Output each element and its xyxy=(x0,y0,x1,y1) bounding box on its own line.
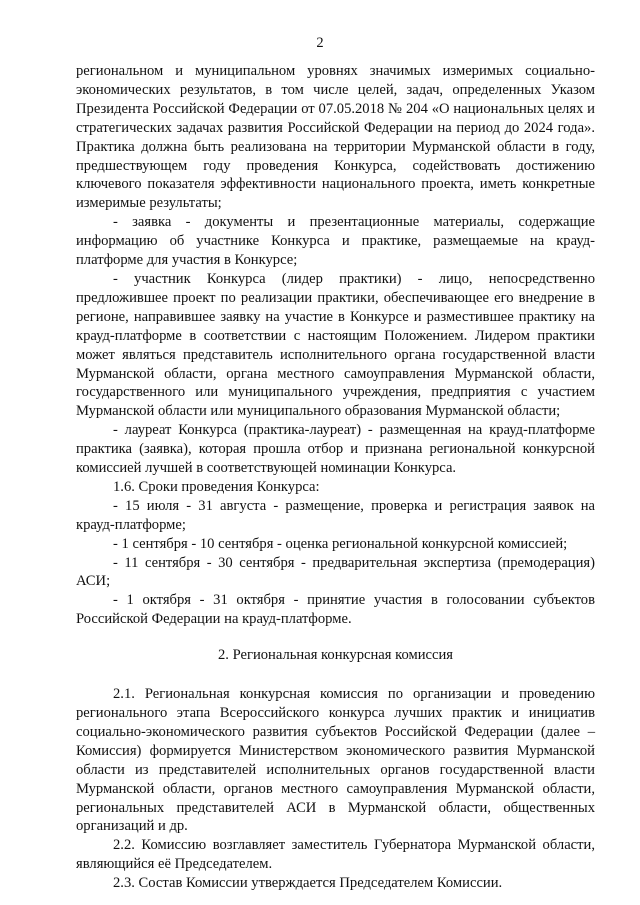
page-number: 2 xyxy=(316,35,324,51)
paragraph-timeline-heading: 1.6. Сроки проведения Конкурса: xyxy=(113,478,320,495)
paragraph-definition-application: - заявка - документы и презентационные материалы, содержащие информацию об участнике Конкурса и практике, размещаемые на крауд-платформе для участия в Конкурсе; xyxy=(76,214,595,269)
section-heading: 2. Региональная конкурсная комиссия xyxy=(217,647,454,664)
paragraph-commission-formation: 2.1. Региональная конкурсная комиссия по организации и проведению регионального этапа Всероссийского конкурса лучших практик и инициатив социально-экономического развития субъектов Российской Федерации (далее – Комиссия) формируется Министерством экономического развития Мурманской области из представителей исполнительных органов государственной власти Мурманской области, органов местного самоуправления Мурманской области, региональных представителей АСИ в Мурманской области, общественных организаций и др. xyxy=(76,686,595,835)
paragraph-timeline-item: - 1 октября - 31 октября - принятие участия в голосовании субъектов Российской Федерации на крауд-платформе. xyxy=(76,592,595,628)
paragraph-commission-chair: 2.2. Комиссию возглавляет заместитель Губернатора Мурманской области, являющийся её Председателем. xyxy=(76,837,595,873)
paragraph-timeline-item: - 1 сентября - 10 сентября - оценка региональной конкурсной комиссией; xyxy=(113,535,568,552)
paragraph-timeline-item: - 11 сентября - 30 сентября - предварительная экспертиза (премодерация) АСИ; xyxy=(76,554,595,590)
paragraph-timeline-item: - 15 июля - 31 августа - размещение, проверка и регистрация заявок на крауд-платформе; xyxy=(76,497,595,533)
paragraph-practice-definition-continued: региональном и муниципальном уровнях значимых измеримых социально-экономических результатов, в том числе целей, задач, определенных Указом Президента Российской Федерации от 07.05.2018 № 204 «О национальных целях и стратегических задачах развития Российской Федерации на период до 2024 года». Практика должна быть реализована на территории Мурманской области в году, предшествующем году проведения Конкурса, содействовать достижению ключевого показателя эффективности национального проекта, иметь конкретные измеримые результаты; xyxy=(76,63,595,212)
paragraph-definition-laureate: - лауреат Конкурса (практика-лауреат) - размещенная на крауд-платформе практика (заявка), которая прошла отбор и признана региональной конкурсной комиссией лучшей в соответствующей номинации Конкурса. xyxy=(76,422,595,477)
document-body xyxy=(76,62,595,893)
paragraph-definition-participant: - участник Конкурса (лидер практики) - лицо, непосредственно предложившее проект по реализации практики, обеспечивающее его внедрение в регионе, направившее заявку на участие в Конкурсе и разместившее практику на крауд-платформе в соответствии с настоящим Положением. Лидером практики может являться представитель исполнительного органа государственной власти Мурманской области, органа местного самоуправления Мурманской области, государственного или муниципального учреждения, предприятия с участием Мурманской области или муниципального образования Мурманской области; xyxy=(76,270,595,420)
paragraph-commission-composition: 2.3. Состав Комиссии утверждается Председателем Комиссии. xyxy=(113,875,503,892)
